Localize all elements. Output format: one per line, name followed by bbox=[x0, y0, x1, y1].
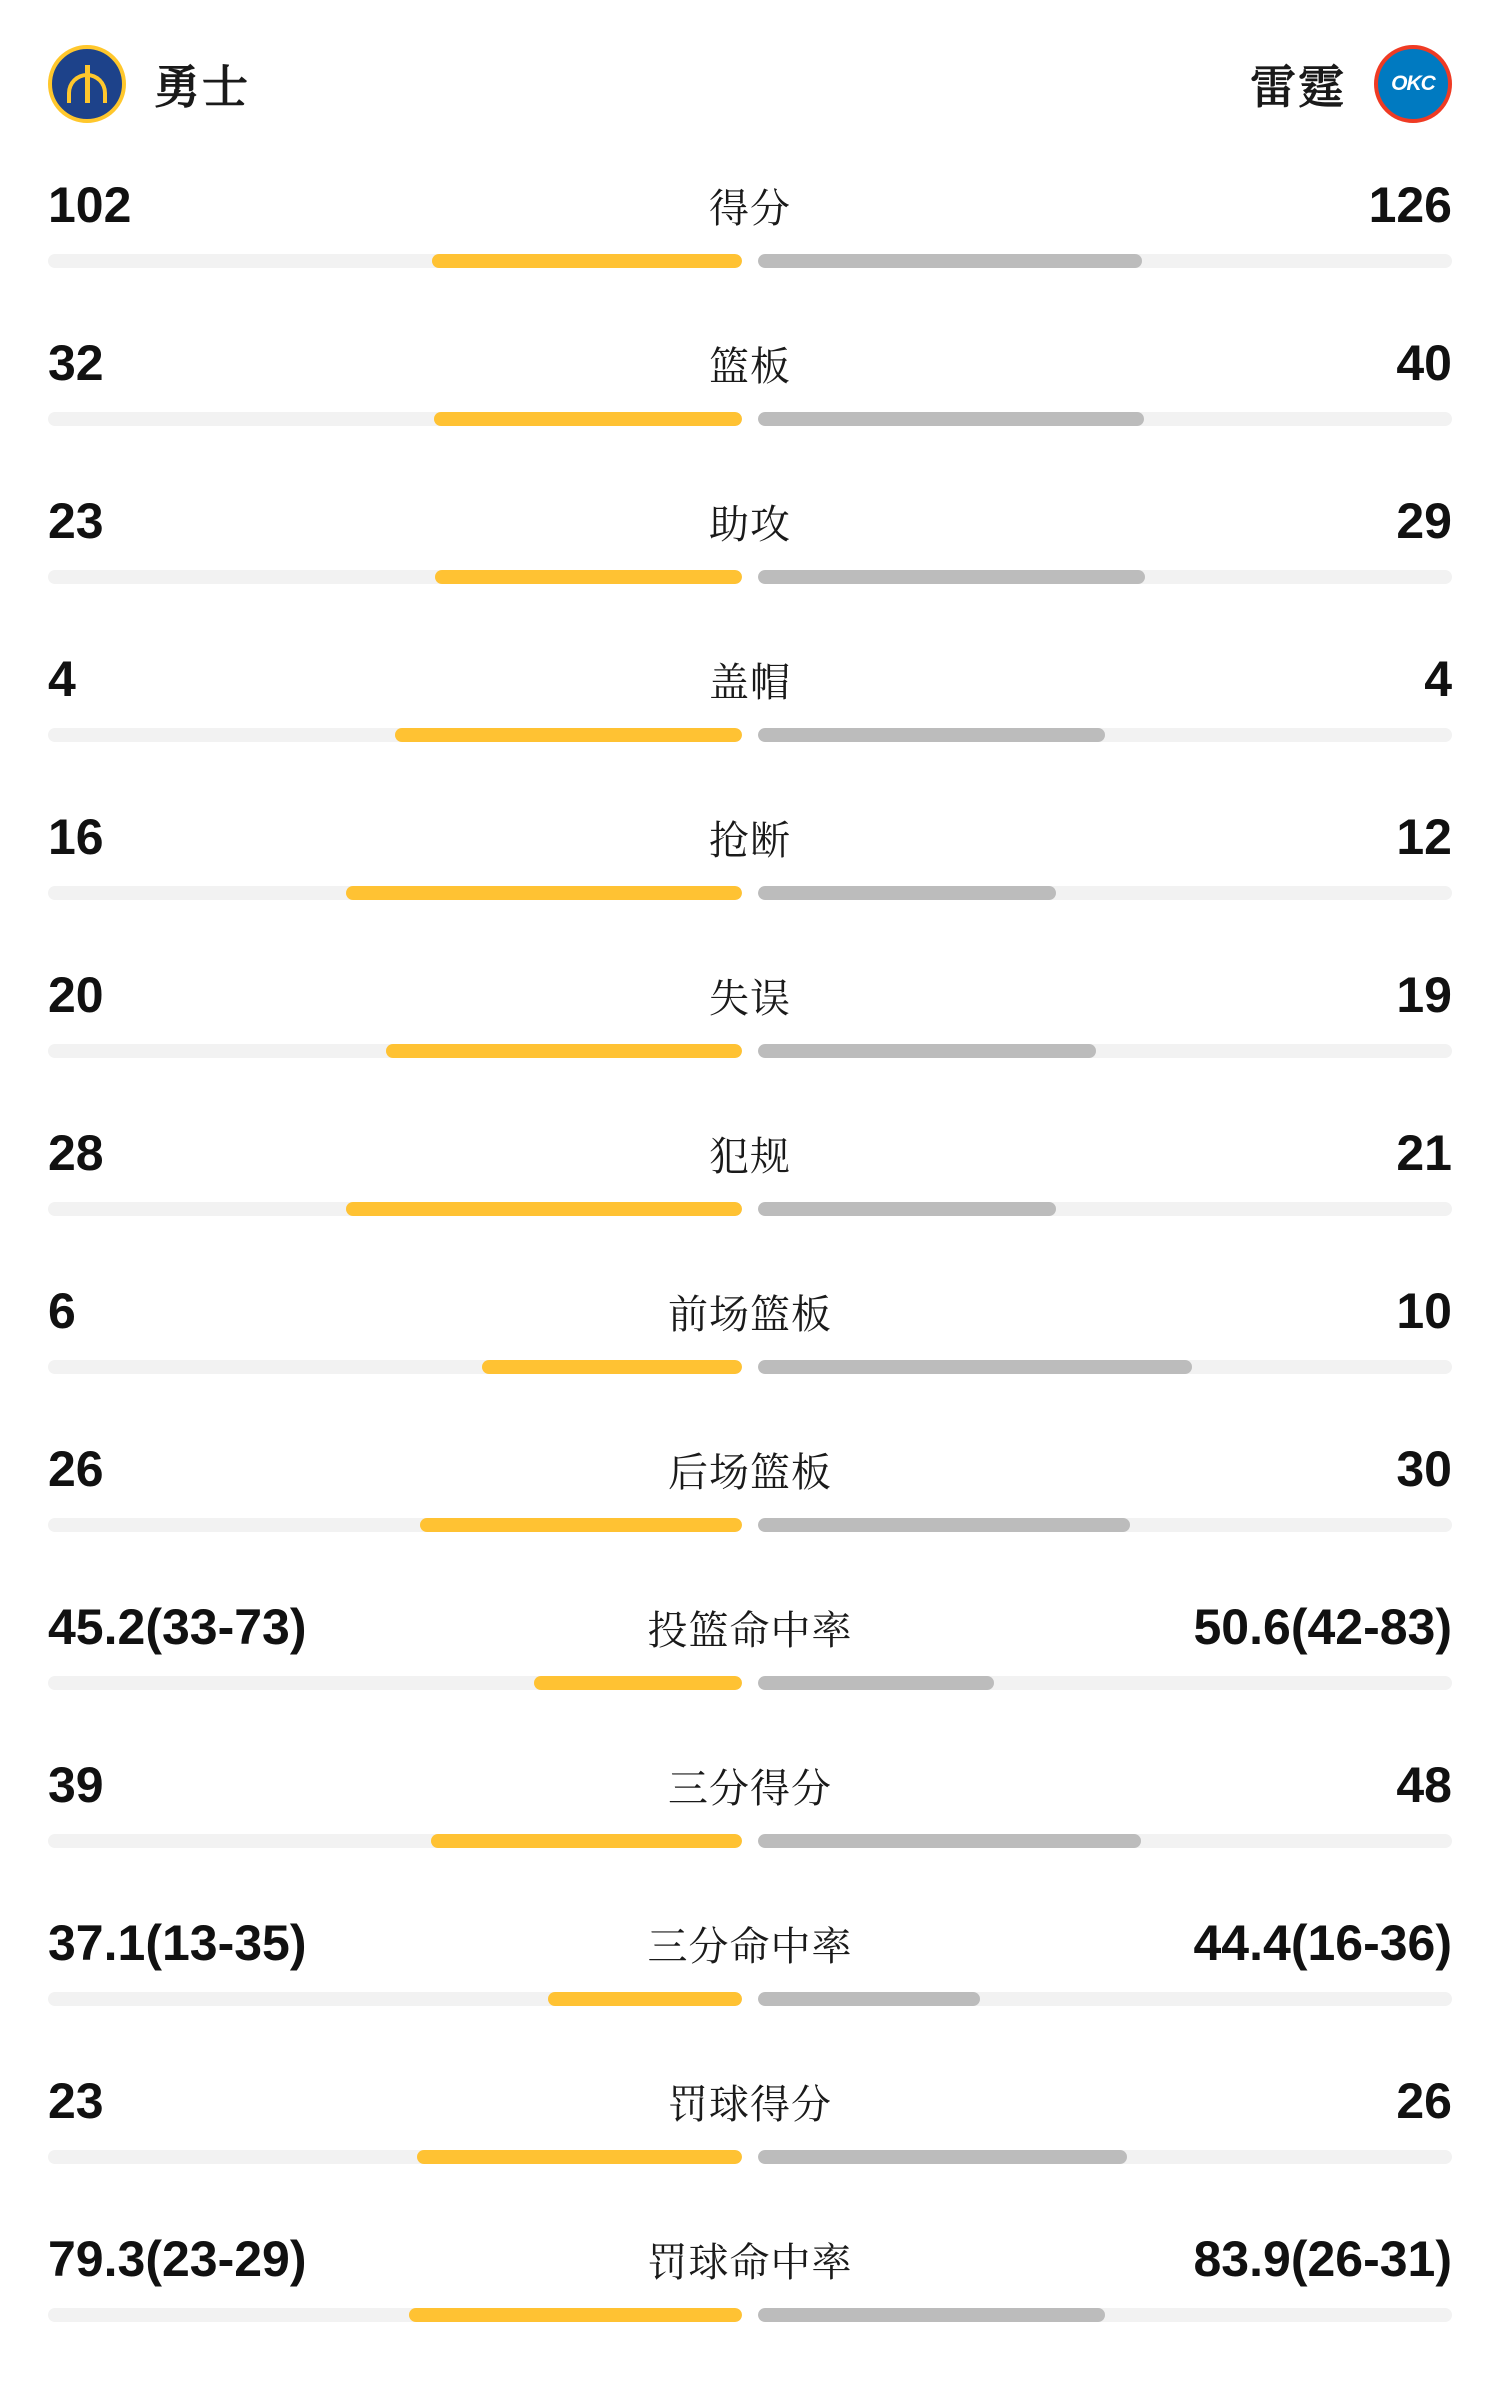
away-stat-value: 30 bbox=[1396, 1441, 1452, 1497]
away-stat-value: 44.4(16-36) bbox=[1193, 1915, 1452, 1971]
home-bar-track bbox=[48, 1676, 742, 1690]
home-stat-value: 37.1(13-35) bbox=[48, 1915, 307, 1971]
thunder-logo-text: OKC bbox=[1391, 72, 1435, 95]
home-bar-track bbox=[48, 1360, 742, 1374]
stat-row bbox=[48, 2064, 1452, 2222]
home-bar-fill bbox=[420, 1518, 742, 1532]
stat-values bbox=[48, 492, 1452, 566]
stat-row bbox=[48, 1906, 1452, 2064]
stat-label: 后场篮板 bbox=[668, 1451, 832, 1495]
away-bar-fill bbox=[758, 1202, 1056, 1216]
stat-bars bbox=[48, 2146, 1452, 2168]
away-bar-track bbox=[758, 1202, 1452, 1216]
away-bar-fill bbox=[758, 1044, 1096, 1058]
away-bar-track bbox=[758, 412, 1452, 426]
home-stat-value: 102 bbox=[48, 177, 132, 233]
stat-values bbox=[48, 650, 1452, 724]
away-bar-fill bbox=[758, 1518, 1130, 1532]
stat-row bbox=[48, 800, 1452, 958]
away-bar-track bbox=[758, 1834, 1452, 1848]
home-bar-fill bbox=[386, 1044, 742, 1058]
stat-label: 三分命中率 bbox=[647, 1925, 853, 1969]
stat-label: 投篮命中率 bbox=[647, 1609, 853, 1653]
stat-bars bbox=[48, 724, 1452, 746]
home-bar-track bbox=[48, 412, 742, 426]
stat-bars bbox=[48, 1514, 1452, 1536]
home-bar-fill bbox=[434, 412, 742, 426]
home-bar-fill bbox=[417, 2150, 742, 2164]
away-bar-track bbox=[758, 728, 1452, 742]
home-stat-value: 45.2(33-73) bbox=[48, 1599, 307, 1655]
stat-label: 前场篮板 bbox=[668, 1293, 832, 1337]
away-bar-track bbox=[758, 254, 1452, 268]
home-bar-track bbox=[48, 254, 742, 268]
home-stat-value: 23 bbox=[48, 2073, 104, 2129]
home-stat-value: 20 bbox=[48, 967, 104, 1023]
thunder-logo-icon bbox=[1374, 45, 1452, 123]
away-bar-track bbox=[758, 2308, 1452, 2322]
stat-values bbox=[48, 1914, 1452, 1988]
stat-values bbox=[48, 1598, 1452, 1672]
home-bar-fill bbox=[432, 254, 742, 268]
stat-row bbox=[48, 1590, 1452, 1748]
stat-values bbox=[48, 176, 1452, 250]
home-bar-fill bbox=[534, 1676, 742, 1690]
home-stat-value: 39 bbox=[48, 1757, 104, 1813]
stat-row bbox=[48, 168, 1452, 326]
stat-bars bbox=[48, 408, 1452, 430]
away-stat-value: 26 bbox=[1396, 2073, 1452, 2129]
away-bar-fill bbox=[758, 1992, 980, 2006]
stat-bars bbox=[48, 2304, 1452, 2326]
away-bar-fill bbox=[758, 886, 1056, 900]
away-bar-fill bbox=[758, 728, 1105, 742]
stat-values bbox=[48, 1756, 1452, 1830]
away-bar-track bbox=[758, 570, 1452, 584]
home-bar-track bbox=[48, 1202, 742, 1216]
stat-row bbox=[48, 326, 1452, 484]
stat-row bbox=[48, 1432, 1452, 1590]
home-bar-track bbox=[48, 728, 742, 742]
home-stat-value: 32 bbox=[48, 335, 104, 391]
away-bar-track bbox=[758, 1518, 1452, 1532]
away-bar-track bbox=[758, 1360, 1452, 1374]
home-bar-track bbox=[48, 1992, 742, 2006]
stat-bars bbox=[48, 1672, 1452, 1694]
stat-bars bbox=[48, 882, 1452, 904]
away-team-name: 雷霆 bbox=[1250, 61, 1346, 113]
stat-row bbox=[48, 958, 1452, 1116]
stat-label: 犯规 bbox=[709, 1135, 791, 1179]
away-bar-fill bbox=[758, 1834, 1141, 1848]
home-stat-value: 4 bbox=[48, 651, 76, 707]
stat-row bbox=[48, 484, 1452, 642]
away-bar-fill bbox=[758, 2308, 1105, 2322]
away-stat-value: 83.9(26-31) bbox=[1193, 2231, 1452, 2287]
away-stat-value: 48 bbox=[1396, 1757, 1452, 1813]
away-stat-value: 126 bbox=[1368, 177, 1452, 233]
stat-label: 三分得分 bbox=[668, 1767, 832, 1811]
stat-values bbox=[48, 808, 1452, 882]
away-bar-fill bbox=[758, 570, 1145, 584]
home-bar-track bbox=[48, 1518, 742, 1532]
home-bar-track bbox=[48, 2150, 742, 2164]
away-stat-value: 10 bbox=[1396, 1283, 1452, 1339]
away-stat-value: 29 bbox=[1396, 493, 1452, 549]
away-team bbox=[1250, 45, 1452, 123]
away-stat-value: 4 bbox=[1424, 651, 1452, 707]
away-bar-fill bbox=[758, 254, 1142, 268]
stat-values bbox=[48, 2072, 1452, 2146]
stat-label: 盖帽 bbox=[709, 661, 791, 705]
home-stat-value: 26 bbox=[48, 1441, 104, 1497]
home-bar-fill bbox=[548, 1992, 742, 2006]
home-stat-value: 23 bbox=[48, 493, 104, 549]
home-bar-fill bbox=[435, 570, 742, 584]
stat-bars bbox=[48, 1356, 1452, 1378]
home-team-name: 勇士 bbox=[154, 61, 250, 113]
stat-row bbox=[48, 1274, 1452, 1432]
home-bar-track bbox=[48, 570, 742, 584]
stat-values bbox=[48, 2230, 1452, 2304]
home-bar-track bbox=[48, 1044, 742, 1058]
home-bar-fill bbox=[346, 886, 742, 900]
matchup-header bbox=[48, 0, 1452, 168]
stat-label: 得分 bbox=[709, 187, 791, 231]
stat-label: 篮板 bbox=[709, 345, 791, 389]
stat-row bbox=[48, 1748, 1452, 1906]
home-bar-track bbox=[48, 1834, 742, 1848]
stat-label: 失误 bbox=[709, 977, 791, 1021]
home-bar-track bbox=[48, 886, 742, 900]
home-bar-fill bbox=[409, 2308, 742, 2322]
away-bar-track bbox=[758, 886, 1452, 900]
home-stat-value: 6 bbox=[48, 1283, 76, 1339]
home-stat-value: 28 bbox=[48, 1125, 104, 1181]
stat-row bbox=[48, 642, 1452, 800]
home-team bbox=[48, 45, 250, 123]
stat-values bbox=[48, 966, 1452, 1040]
away-stat-value: 19 bbox=[1396, 967, 1452, 1023]
home-bar-track bbox=[48, 2308, 742, 2322]
home-bar-fill bbox=[395, 728, 742, 742]
stat-values bbox=[48, 1282, 1452, 1356]
stat-values bbox=[48, 1124, 1452, 1198]
stat-label: 罚球命中率 bbox=[647, 2241, 853, 2285]
away-stat-value: 21 bbox=[1396, 1125, 1452, 1181]
away-stat-value: 50.6(42-83) bbox=[1193, 1599, 1452, 1655]
stat-row bbox=[48, 1116, 1452, 1274]
bridge-mark-icon bbox=[64, 61, 110, 107]
home-stat-value: 16 bbox=[48, 809, 104, 865]
away-bar-fill bbox=[758, 412, 1144, 426]
away-stat-value: 12 bbox=[1396, 809, 1452, 865]
away-bar-track bbox=[758, 1992, 1452, 2006]
stat-label: 罚球得分 bbox=[668, 2083, 832, 2127]
stat-bars bbox=[48, 1830, 1452, 1852]
stat-rows bbox=[48, 168, 1452, 2380]
stat-values bbox=[48, 334, 1452, 408]
stat-bars bbox=[48, 250, 1452, 272]
away-stat-value: 40 bbox=[1396, 335, 1452, 391]
home-stat-value: 79.3(23-29) bbox=[48, 2231, 307, 2287]
home-bar-fill bbox=[431, 1834, 742, 1848]
stat-bars bbox=[48, 566, 1452, 588]
stat-row bbox=[48, 2222, 1452, 2380]
home-bar-fill bbox=[482, 1360, 742, 1374]
home-bar-fill bbox=[346, 1202, 742, 1216]
stat-values bbox=[48, 1440, 1452, 1514]
warriors-logo-icon bbox=[48, 45, 126, 123]
away-bar-fill bbox=[758, 1360, 1192, 1374]
away-bar-fill bbox=[758, 2150, 1127, 2164]
away-bar-track bbox=[758, 2150, 1452, 2164]
away-bar-fill bbox=[758, 1676, 994, 1690]
stat-bars bbox=[48, 1988, 1452, 2010]
stat-bars bbox=[48, 1040, 1452, 1062]
stat-label: 助攻 bbox=[709, 503, 791, 547]
away-bar-track bbox=[758, 1676, 1452, 1690]
stat-label: 抢断 bbox=[709, 819, 791, 863]
away-bar-track bbox=[758, 1044, 1452, 1058]
stat-bars bbox=[48, 1198, 1452, 1220]
